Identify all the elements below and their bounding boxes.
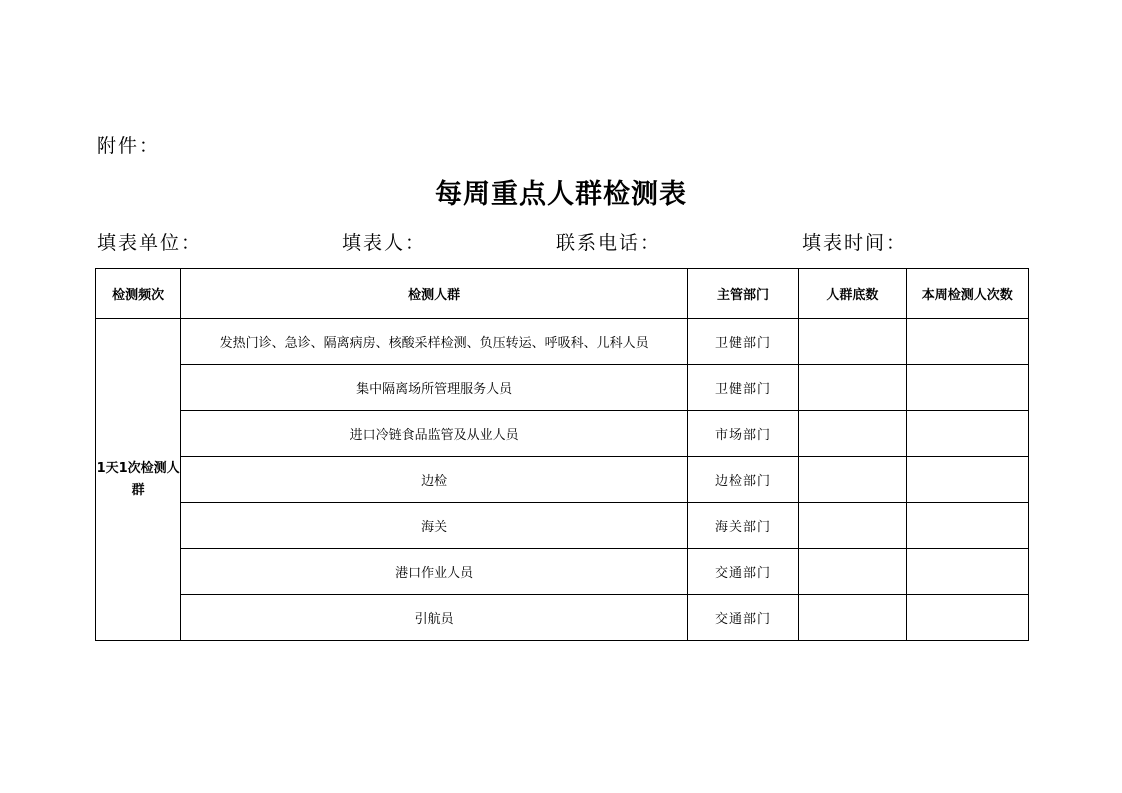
field-unit-label: 填表单位： — [97, 232, 203, 254]
table-row — [96, 319, 1029, 365]
weekly-test-count-cell[interactable] — [906, 503, 1028, 549]
field-time-label: 填表时间： — [802, 232, 908, 254]
department-cell: 交通部门 — [687, 595, 798, 641]
weekly-test-count-cell[interactable] — [906, 411, 1028, 457]
table-row — [96, 503, 1029, 549]
field-phone-label: 联系电话： — [556, 232, 662, 254]
frequency-cell: 1天1次检测人群 — [96, 319, 181, 641]
header-department: 主管部门 — [687, 269, 798, 319]
weekly-test-count-cell[interactable] — [906, 595, 1028, 641]
page-title: 每周重点人群检测表 — [435, 179, 687, 210]
header-frequency: 检测频次 — [96, 269, 181, 319]
department-cell: 卫健部门 — [687, 319, 798, 365]
group-cell: 港口作业人员 — [181, 549, 688, 595]
weekly-test-count-cell[interactable] — [906, 457, 1028, 503]
group-cell: 边检 — [181, 457, 688, 503]
group-cell: 集中隔离场所管理服务人员 — [181, 365, 688, 411]
department-cell: 交通部门 — [687, 549, 798, 595]
department-cell: 边检部门 — [687, 457, 798, 503]
group-cell: 进口冷链食品监管及从业人员 — [181, 411, 688, 457]
group-cell: 发热门诊、急诊、隔离病房、核酸采样检测、负压转运、呼吸科、儿科人员 — [181, 319, 688, 365]
weekly-test-count-cell[interactable] — [906, 319, 1028, 365]
department-cell: 海关部门 — [687, 503, 798, 549]
table-row — [96, 457, 1029, 503]
attachment-label: 附件： — [97, 135, 161, 157]
group-cell: 引航员 — [181, 595, 688, 641]
header-group: 检测人群 — [181, 269, 688, 319]
weekly-test-count-cell[interactable] — [906, 365, 1028, 411]
header-population-base: 人群底数 — [799, 269, 906, 319]
department-cell: 卫健部门 — [687, 365, 798, 411]
header-weekly-test-count: 本周检测人次数 — [906, 269, 1028, 319]
table-row — [96, 365, 1029, 411]
table-row — [96, 549, 1029, 595]
group-cell: 海关 — [181, 503, 688, 549]
population-base-cell[interactable] — [799, 365, 906, 411]
population-base-cell[interactable] — [799, 411, 906, 457]
population-base-cell[interactable] — [799, 457, 906, 503]
table-header-row — [96, 269, 1029, 319]
weekly-test-count-cell[interactable] — [906, 549, 1028, 595]
population-base-cell[interactable] — [799, 503, 906, 549]
field-filler-label: 填表人： — [342, 232, 427, 254]
table-row — [96, 411, 1029, 457]
department-cell: 市场部门 — [687, 411, 798, 457]
testing-table — [95, 268, 1029, 641]
population-base-cell[interactable] — [799, 549, 906, 595]
population-base-cell[interactable] — [799, 595, 906, 641]
table-row — [96, 595, 1029, 641]
population-base-cell[interactable] — [799, 319, 906, 365]
